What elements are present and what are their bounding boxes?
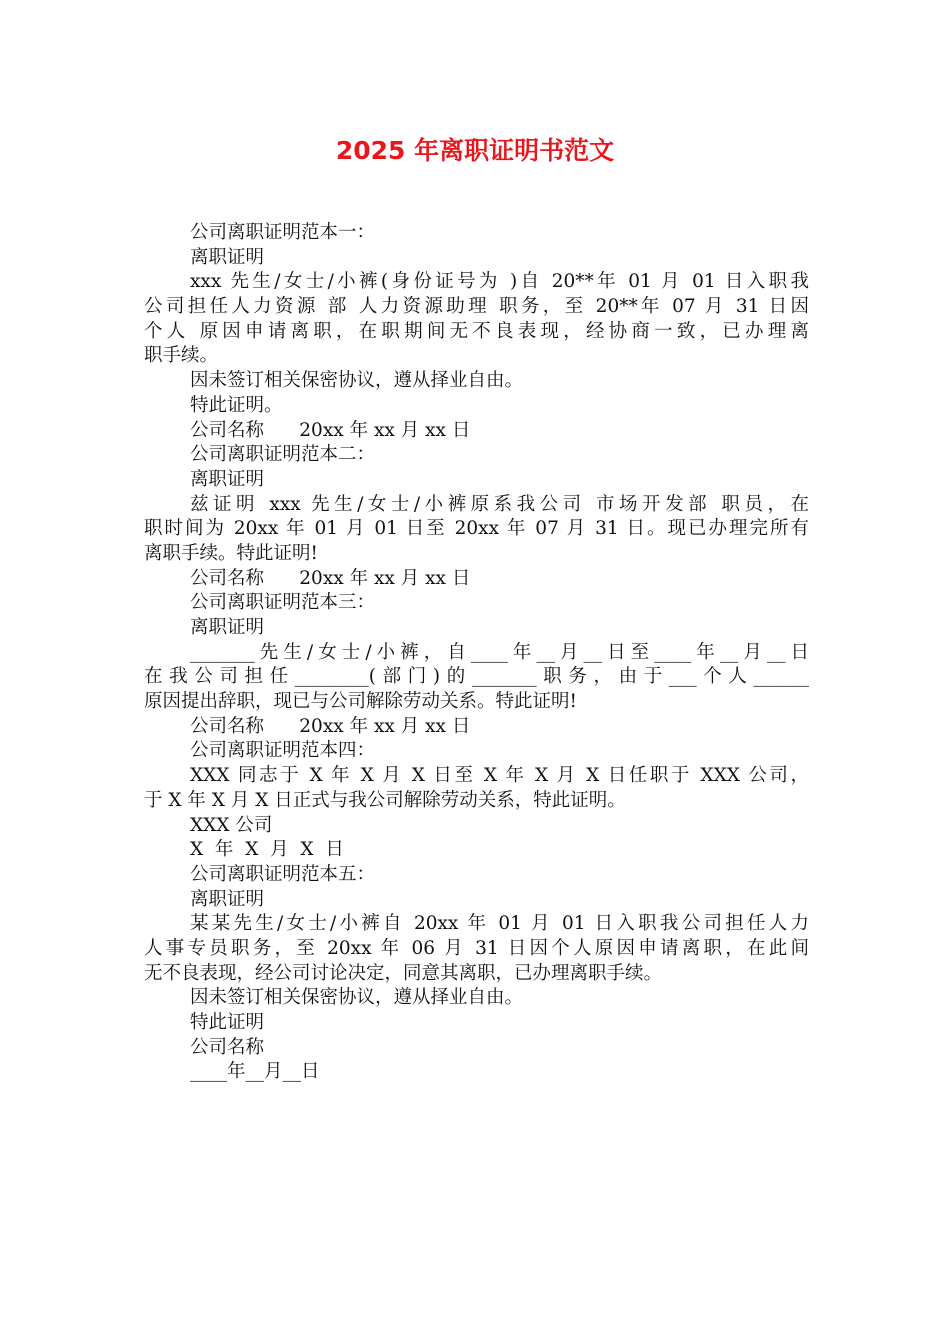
- document-line: 职手续。: [144, 345, 219, 367]
- document-line: 离职证明: [190, 888, 265, 910]
- document-title: 2025 年离职证明书范文: [335, 136, 615, 165]
- document-line: 特此证明: [190, 1012, 265, 1033]
- document-line: X 年 X 月 X 日: [190, 839, 344, 861]
- document-line: xxx 先生/女士/小裤(身份证号为 )自 20**年 01 月 01 日入职我: [190, 271, 809, 293]
- document-line: 公司名称: [190, 1036, 265, 1058]
- document-line: 某某先生/女士/小裤自 20xx 年 01 月 01 日入职我公司担任人力: [190, 913, 809, 935]
- document-line: 离职证明: [190, 468, 265, 490]
- document-line: 公司名称 20xx 年 xx 月 xx 日: [190, 715, 471, 737]
- document-line: 因未签订相关保密协议，遵从择业自由。: [190, 370, 524, 392]
- document-line: 离职证明: [190, 617, 265, 638]
- document-line: ____年__月__日: [190, 1061, 320, 1083]
- document-line: 人事专员职务，至 20xx 年 06 月 31 日因个人原因申请离职，在此间: [144, 937, 809, 959]
- document-line: 公司离职证明范本五：: [190, 863, 376, 885]
- document-line: 公司担任人力资源 部 人力资源助理 职务，至 20**年 07 月 31 日因: [144, 296, 809, 318]
- document-line: 于 X 年 X 月 X 日正式与我公司解除劳动关系，特此证明。: [144, 789, 626, 811]
- document-line: _______先生/女士/小裤，自____年__月__日至____年__月__日: [190, 641, 809, 663]
- document-line: 公司名称 20xx 年 xx 月 xx 日: [190, 567, 471, 589]
- document-line: 在我公司担任________(部门)的_______职务，由于___个人______: [144, 666, 809, 688]
- document-line: 离职手续。特此证明!: [144, 542, 318, 564]
- document-line: 公司离职证明范本四：: [190, 740, 376, 762]
- document-line: 个人 原因申请离职，在职期间无不良表现，经协商一致，已办理离: [144, 320, 809, 342]
- document-line: 公司离职证明范本三：: [190, 592, 376, 614]
- document-line: 公司名称 20xx 年 xx 月 xx 日: [190, 419, 471, 441]
- document-line: XXX 公司: [190, 814, 273, 836]
- document-line: 离职证明: [190, 246, 265, 268]
- document-line: XXX 同志于 X 年 X 月 X 日至 X 年 X 月 X 日任职于 XXX 公司，: [190, 765, 809, 787]
- document-line: 职时间为 20xx 年 01 月 01 日至 20xx 年 07 月 31 日。现已办理完所有: [144, 518, 809, 540]
- document-line: 原因提出辞职，现已与公司解除劳动关系。特此证明!: [144, 691, 577, 713]
- document-line: 公司离职证明范本二：: [190, 444, 376, 466]
- document-line: 无不良表现，经公司讨论决定，同意其离职，已办理离职手续。: [144, 962, 663, 984]
- document-body: [144, 221, 809, 1085]
- document-line: 兹证明 xxx 先生/女士/小裤原系我公司 市场开发部 职员，在: [190, 493, 809, 515]
- document-line: 特此证明。: [190, 394, 283, 416]
- document-line: 公司离职证明范本一：: [190, 222, 376, 243]
- document-line: 因未签订相关保密协议，遵从择业自由。: [190, 987, 524, 1009]
